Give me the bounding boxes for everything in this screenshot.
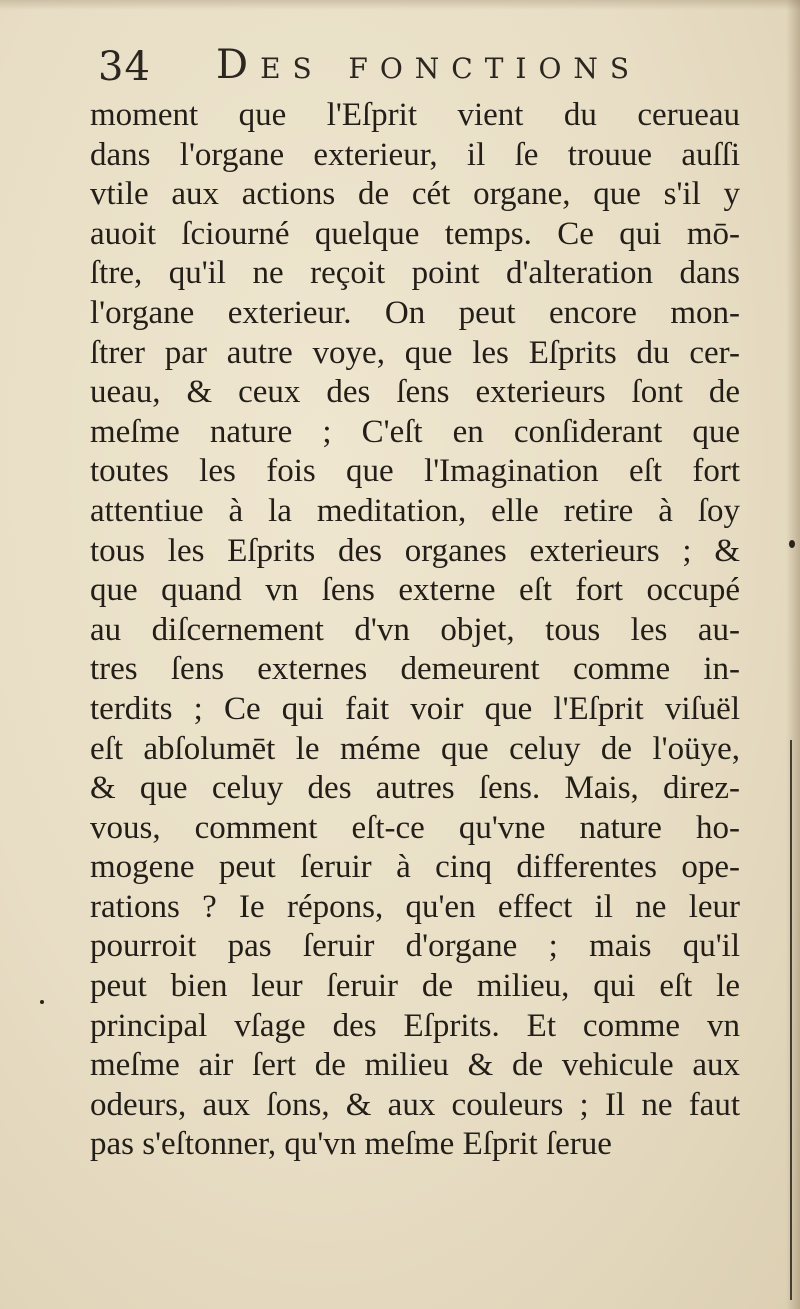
text-line: que quand vn ſens externe eſt fort occupé [90, 572, 740, 609]
text-line: dans l'organe exterieur, il ſe trouue auſſi [90, 136, 740, 173]
text-line: pourroit pas ſeruir d'organe ; mais qu'il [90, 928, 740, 965]
running-title: Des fonctions [216, 42, 642, 88]
page-edge-line [790, 740, 792, 1300]
body-text [90, 96, 740, 1165]
text-line: meſme air ſert de milieu & de vehicule aux [90, 1047, 740, 1084]
text-line: vous, comment eſt-ce qu'vne nature ho- [90, 809, 740, 846]
page-top-shadow [0, 0, 800, 10]
text-line: rations ? Ie répons, qu'en effect il ne leur [90, 888, 740, 925]
ink-speck [40, 1000, 44, 1004]
text-line: toutes les fois que l'Imagination eſt fort [90, 453, 740, 490]
page-edge-shadow [786, 0, 800, 1309]
text-line: & que celuy des autres ſens. Mais, direz- [90, 770, 740, 807]
text-line: meſme nature ; C'eſt en conſiderant que [90, 413, 740, 450]
text-line: moment que l'Eſprit vient du cerueau [90, 97, 740, 133]
text-line: ueau, & ceux des ſens exterieurs ſont de [90, 374, 740, 411]
ink-speck [789, 540, 795, 548]
text-line: principal vſage des Eſprits. Et comme vn [90, 1007, 740, 1044]
text-line: peut bien leur ſeruir de milieu, qui eſt le [90, 968, 740, 1005]
text-line: ſtrer par autre voye, que les Eſprits du cer- [90, 334, 740, 371]
text-line: ſtre, qu'il ne reçoit point d'alteration dans [90, 255, 740, 292]
text-line: attentiue à la meditation, elle retire à ſoy [90, 492, 740, 529]
text-line: l'organe exterieur. On peut encore mon- [90, 294, 740, 331]
text-line: odeurs, aux ſons, & aux couleurs ; Il ne faut [90, 1086, 740, 1123]
text-line: mogene peut ſeruir à cinq differentes ope- [90, 849, 740, 886]
text-line: au diſcernement d'vn objet, tous les au- [90, 611, 740, 648]
text-line: tous les Eſprits des organes exterieurs ; & [90, 532, 740, 569]
text-line: eſt abſolumēt le méme que celuy de l'oüye, [90, 730, 740, 767]
text-line: tres ſens externes demeurent comme in- [90, 651, 740, 688]
text-line: pas s'eſtonner, qu'vn meſme Eſprit ſerue [90, 1126, 612, 1163]
text-line: vtile aux actions de cét organe, que s'il y [90, 176, 740, 213]
page-number: 34 [98, 44, 151, 90]
page-header [98, 40, 718, 96]
text-line: terdits ; Ce qui fait voir que l'Eſprit viſuël [90, 690, 740, 727]
text-line: auoit ſciourné quelque temps. Ce qui mō- [90, 215, 740, 252]
